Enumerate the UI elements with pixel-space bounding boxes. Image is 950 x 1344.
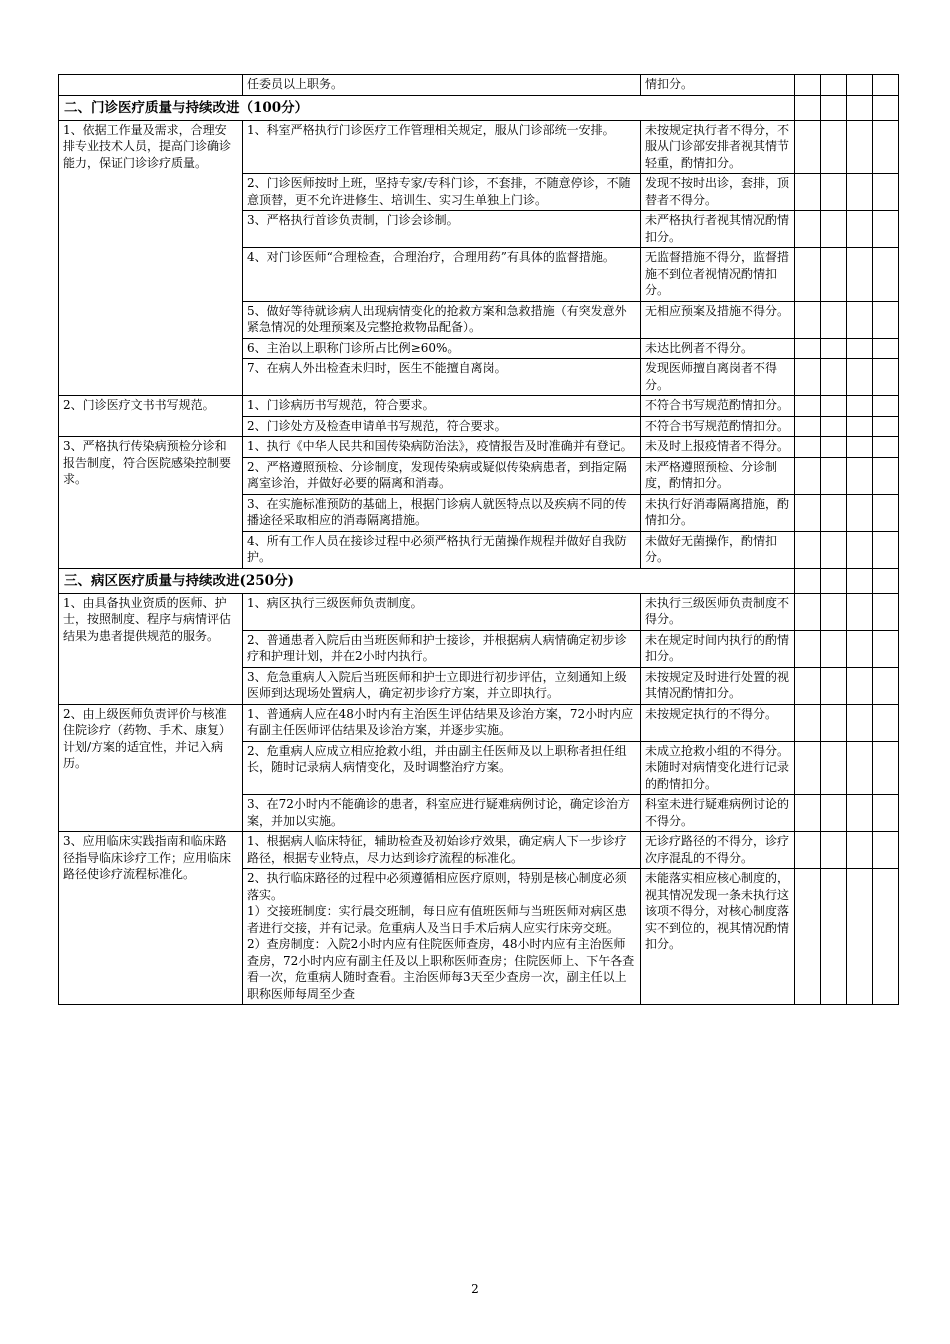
score-cell	[821, 531, 847, 568]
score-cell	[821, 248, 847, 302]
criteria-cell: 1、普通病人应在48小时内有主治医生评估结果及诊治方案，72小时内应有副主任医师评估结果及诊治方案，并逐步实施。	[243, 704, 641, 741]
score-cell	[873, 494, 899, 531]
score-cell	[795, 211, 821, 248]
score-cell	[847, 457, 873, 494]
score-cell	[821, 704, 847, 741]
score-cell	[873, 211, 899, 248]
score-cell	[873, 630, 899, 667]
scoring-cell: 不符合书写规范酌情扣分。	[641, 416, 795, 437]
table-row	[59, 593, 899, 630]
score-cell	[821, 75, 847, 96]
score-cell	[873, 301, 899, 338]
score-cell	[873, 457, 899, 494]
scoring-cell: 未及时上报疫情者不得分。	[641, 437, 795, 458]
score-cell	[795, 120, 821, 174]
scoring-cell: 未严格遵照预检、分诊制度，酌情扣分。	[641, 457, 795, 494]
section-header-row	[59, 95, 899, 120]
scoring-cell: 未执行好消毒隔离措施，酌情扣分。	[641, 494, 795, 531]
score-cell	[847, 667, 873, 704]
score-cell	[873, 795, 899, 832]
score-cell	[795, 869, 821, 1005]
score-cell	[821, 338, 847, 359]
score-cell	[873, 667, 899, 704]
score-cell	[795, 568, 821, 593]
evaluation-table	[58, 74, 899, 1005]
table-row	[59, 75, 899, 96]
scoring-cell: 科室未进行疑难病例讨论的不得分。	[641, 795, 795, 832]
score-cell	[795, 457, 821, 494]
score-cell	[847, 174, 873, 211]
scoring-cell: 未做好无菌操作，酌情扣分。	[641, 531, 795, 568]
score-cell	[821, 396, 847, 417]
score-cell	[821, 437, 847, 458]
score-cell	[847, 211, 873, 248]
score-cell	[795, 531, 821, 568]
score-cell	[873, 416, 899, 437]
score-cell	[795, 396, 821, 417]
criteria-cell: 1、病区执行三级医师负责制度。	[243, 593, 641, 630]
score-cell	[873, 832, 899, 869]
score-cell	[873, 593, 899, 630]
criteria-cell: 4、对门诊医师“合理检查，合理治疗，合理用药”有具体的监督措施。	[243, 248, 641, 302]
score-cell	[847, 832, 873, 869]
score-cell	[873, 396, 899, 417]
score-cell	[795, 174, 821, 211]
score-cell	[821, 416, 847, 437]
score-cell	[847, 593, 873, 630]
score-cell	[873, 174, 899, 211]
criteria-cell: 1、执行《中华人民共和国传染病防治法》，疫情报告及时准确并有登记。	[243, 437, 641, 458]
score-cell	[847, 568, 873, 593]
criteria-cell: 2、严格遵照预检、分诊制度，发现传染病或疑似传染病患者，到指定隔离室诊治，并做好必要的隔离和消毒。	[243, 457, 641, 494]
scoring-cell: 未按规定执行的不得分。	[641, 704, 795, 741]
scoring-cell: 发现不按时出诊，套排，顶替者不得分。	[641, 174, 795, 211]
criteria-cell: 3、危急重病人入院后当班医师和护士立即进行初步评估，立刻通知上级医师到达现场处置病人，确定初步诊疗方案，并立即执行。	[243, 667, 641, 704]
scoring-cell: 未能落实相应核心制度的，视其情况发现一条未执行这该项不得分，对核心制度落实不到位的，视其情况酌情扣分。	[641, 869, 795, 1005]
criteria-cell: 1、门诊病历书写规范，符合要求。	[243, 396, 641, 417]
score-cell	[821, 741, 847, 795]
score-cell	[873, 95, 899, 120]
score-cell	[821, 667, 847, 704]
score-cell	[821, 593, 847, 630]
criteria-cell: 5、做好等待就诊病人出现病情变化的抢救方案和急救措施（有突发意外紧急情况的处理预案及完整抢救物品配备）。	[243, 301, 641, 338]
table-row	[59, 704, 899, 741]
score-cell	[821, 832, 847, 869]
score-cell	[847, 95, 873, 120]
score-cell	[873, 248, 899, 302]
score-cell	[873, 338, 899, 359]
scoring-cell: 未执行三级医师负责制度不得分。	[641, 593, 795, 630]
score-cell	[873, 359, 899, 396]
score-cell	[847, 301, 873, 338]
score-cell	[847, 494, 873, 531]
page-number: 2	[471, 1282, 479, 1296]
scoring-cell: 未成立抢救小组的不得分。未随时对病情变化进行记录的酌情扣分。	[641, 741, 795, 795]
criteria-line: 2、执行临床路径的过程中必须遵循相应医疗原则，特别是核心制度必须落实。	[247, 871, 627, 902]
requirement-cell: 1、由具备执业资质的医师、护士，按照制度、程序与病情评估结果为患者提供规范的服务。	[59, 593, 243, 704]
score-cell	[821, 795, 847, 832]
section-header-row	[59, 568, 899, 593]
scoring-cell: 不符合书写规范酌情扣分。	[641, 396, 795, 417]
score-cell	[847, 795, 873, 832]
score-cell	[847, 416, 873, 437]
score-cell	[795, 795, 821, 832]
criteria-line: 2）查房制度：入院2小时内应有住院医师查房，48小时内应有主治医师查房，72小时内应有副主任及以上职称医师查房；住院医师上、下午各查看一次，危重病人随时查看。主治医师每3天至少查房一次，副主任以上职称医师每周至少查	[247, 937, 635, 1001]
score-cell	[821, 630, 847, 667]
score-cell	[821, 301, 847, 338]
score-cell	[873, 568, 899, 593]
criteria-cell: 1、科室严格执行门诊医疗工作管理相关规定，服从门诊部统一安排。	[243, 120, 641, 174]
scoring-cell: 情扣分。	[641, 75, 795, 96]
requirement-cell	[59, 75, 243, 96]
score-cell	[795, 437, 821, 458]
score-cell	[821, 457, 847, 494]
score-cell	[795, 338, 821, 359]
table-row	[59, 120, 899, 174]
score-cell	[847, 741, 873, 795]
table-row	[59, 396, 899, 417]
score-cell	[821, 568, 847, 593]
requirement-cell: 2、由上级医师负责评价与核准住院诊疗（药物、手术、康复）计划/方案的适宜性，并记入病历。	[59, 704, 243, 832]
score-cell	[795, 416, 821, 437]
score-cell	[795, 741, 821, 795]
score-cell	[821, 120, 847, 174]
score-cell	[821, 359, 847, 396]
score-cell	[873, 704, 899, 741]
score-cell	[795, 359, 821, 396]
table-row	[59, 437, 899, 458]
score-cell	[821, 95, 847, 120]
score-cell	[795, 494, 821, 531]
scoring-cell: 未按规定及时进行处置的视其情况酌情扣分。	[641, 667, 795, 704]
score-cell	[795, 248, 821, 302]
criteria-cell: 6、主治以上职称门诊所占比例≥60%。	[243, 338, 641, 359]
scoring-cell: 未达比例者不得分。	[641, 338, 795, 359]
score-cell	[847, 396, 873, 417]
score-cell	[795, 95, 821, 120]
score-cell	[821, 869, 847, 1005]
score-cell	[847, 338, 873, 359]
criteria-cell: 3、严格执行首诊负责制，门诊会诊制。	[243, 211, 641, 248]
score-cell	[847, 359, 873, 396]
criteria-cell: 1、根据病人临床特征，辅助检查及初始诊疗效果，确定病人下一步诊疗路径，根据专业特点，尽力达到诊疗流程的标准化。	[243, 832, 641, 869]
score-cell	[873, 437, 899, 458]
criteria-cell: 2、普通患者入院后由当班医师和护士接诊，并根据病人病情确定初步诊疗和护理计划，并在2小时内执行。	[243, 630, 641, 667]
criteria-cell: 2、危重病人应成立相应抢救小组，并由副主任医师及以上职称者担任组长，随时记录病人病情变化，及时调整治疗方案。	[243, 741, 641, 795]
scoring-cell: 发现医师擅自离岗者不得分。	[641, 359, 795, 396]
criteria-cell: 4、所有工作人员在接诊过程中必须严格执行无菌操作规程并做好自我防护。	[243, 531, 641, 568]
requirement-cell: 2、门诊医疗文书书写规范。	[59, 396, 243, 437]
scoring-cell: 未在规定时间内执行的酌情扣分。	[641, 630, 795, 667]
score-cell	[795, 667, 821, 704]
score-cell	[847, 248, 873, 302]
score-cell	[847, 75, 873, 96]
section-title: 二、门诊医疗质量与持续改进（100分）	[59, 95, 795, 120]
scoring-cell: 无诊疗路径的不得分，诊疗次序混乱的不得分。	[641, 832, 795, 869]
criteria-cell: 7、在病人外出检查未归时，医生不能擅自离岗。	[243, 359, 641, 396]
score-cell	[847, 437, 873, 458]
score-cell	[847, 869, 873, 1005]
score-cell	[795, 301, 821, 338]
requirement-cell: 3、应用临床实践指南和临床路径指导临床诊疗工作；应用临床路径使诊疗流程标准化。	[59, 832, 243, 1005]
score-cell	[873, 531, 899, 568]
score-cell	[795, 630, 821, 667]
criteria-cell: 任委员以上职务。	[243, 75, 641, 96]
score-cell	[847, 630, 873, 667]
criteria-cell: 2、门诊处方及检查申请单书写规范，符合要求。	[243, 416, 641, 437]
scoring-cell: 无相应预案及措施不得分。	[641, 301, 795, 338]
section-title: 三、病区医疗质量与持续改进(250分)	[59, 568, 795, 593]
criteria-cell	[243, 869, 641, 1005]
score-cell	[847, 120, 873, 174]
score-cell	[873, 120, 899, 174]
score-cell	[873, 75, 899, 96]
criteria-cell: 3、在72小时内不能确诊的患者，科室应进行疑难病例讨论，确定诊治方案，并加以实施。	[243, 795, 641, 832]
requirement-cell: 1、依据工作量及需求，合理安排专业技术人员，提高门诊确诊能力，保证门诊诊疗质量。	[59, 120, 243, 396]
score-cell	[847, 531, 873, 568]
criteria-cell: 2、门诊医师按时上班，坚持专家/专科门诊，不套排，不随意停诊，不随意顶替，更不允许进修生、培训生、实习生单独上门诊。	[243, 174, 641, 211]
score-cell	[821, 494, 847, 531]
score-cell	[847, 704, 873, 741]
table-row	[59, 832, 899, 869]
scoring-cell: 未按规定执行者不得分，不服从门诊部安排者视其情节轻重，酌情扣分。	[641, 120, 795, 174]
criteria-cell: 3、在实施标准预防的基础上，根据门诊病人就医特点以及疾病不同的传播途径采取相应的消毒隔离措施。	[243, 494, 641, 531]
requirement-cell: 3、严格执行传染病预检分诊和报告制度，符合医院感染控制要求。	[59, 437, 243, 569]
scoring-cell: 未严格执行者视其情况酌情扣分。	[641, 211, 795, 248]
score-cell	[795, 75, 821, 96]
score-cell	[821, 211, 847, 248]
criteria-line: 1）交接班制度：实行晨交班制，每日应有值班医师与当班医师对病区患者进行交接，并有记录。危重病人及当日手术后病人应实行床旁交班。	[247, 904, 627, 935]
score-cell	[795, 593, 821, 630]
score-cell	[821, 174, 847, 211]
score-cell	[873, 741, 899, 795]
score-cell	[795, 832, 821, 869]
score-cell	[873, 869, 899, 1005]
scoring-cell: 无监督措施不得分，监督措施不到位者视情况酌情扣分。	[641, 248, 795, 302]
score-cell	[795, 704, 821, 741]
